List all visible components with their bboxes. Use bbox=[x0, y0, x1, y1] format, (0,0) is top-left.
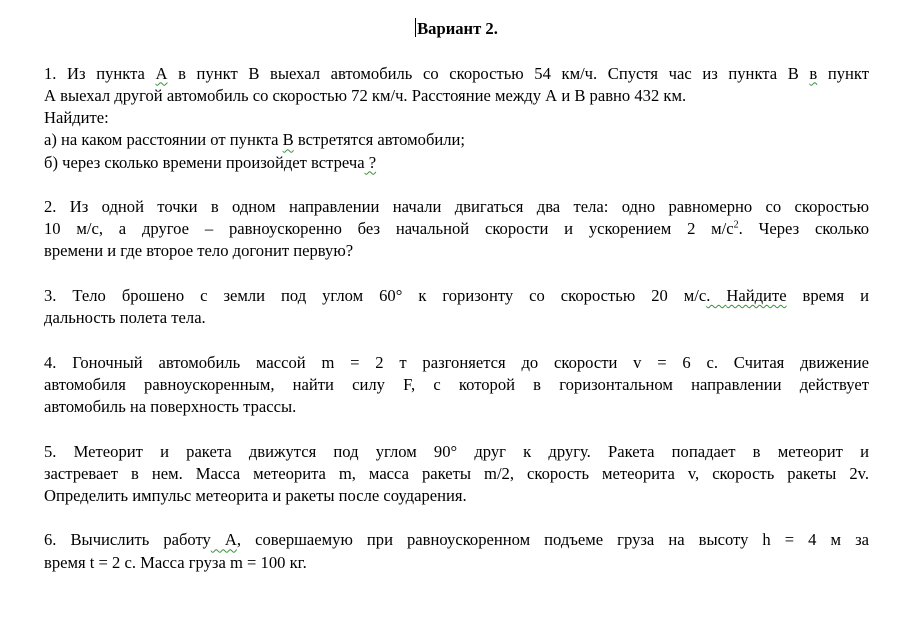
problem-1-line-1: 1. Из пункта А в пункт В выехал автомобиль со скоростью 54 км/ч. Спустя час из пункта В в пункт bbox=[44, 63, 869, 83]
spellcheck-mark: А bbox=[155, 63, 168, 83]
problem-2-line-3: времени и где второе тело догонит первую? bbox=[44, 241, 354, 261]
problem-6-line-1: 6. Вычислить работу А, совершаемую при равноускоренном подъеме груза на высоту h = 4 м за bbox=[44, 530, 869, 550]
problem-5-line-2: застревает в нем. Масса метеорита m, масса ракеты m/2, скорость метеорита v, скорость ракеты 2v. bbox=[44, 463, 869, 483]
spellcheck-mark: в bbox=[809, 63, 818, 83]
problem-4-line-1: 4. Гоночный автомобиль массой m = 2 т разгоняется до скорости v = 6 с. Считая движение bbox=[44, 352, 869, 372]
problem-1-line-3: Найдите: bbox=[44, 108, 109, 128]
problem-2-line-2: 10 м/с, а другое – равноускоренно без начальной скорости и ускорением 2 $м/с^2$. Через сколько bbox=[44, 219, 869, 239]
problem-4 bbox=[44, 352, 869, 419]
document-page bbox=[44, 18, 869, 596]
problem-2 bbox=[44, 196, 869, 263]
spellcheck-mark: В bbox=[282, 130, 294, 150]
spellcheck-mark: А bbox=[210, 530, 237, 550]
text-cursor bbox=[415, 18, 416, 37]
problem-5-line-1: 5. Метеорит и ракета движутся под углом 90° друг к другу. Ракета попадает в метеорит и bbox=[44, 441, 869, 461]
problem-5-line-3: Определить импульс метеорита и ракеты после соударения. bbox=[44, 485, 467, 505]
problem-1-line-2: А выехал другой автомобиль со скоростью 72 км/ч. Расстояние между А и В равно 432 км. bbox=[44, 85, 687, 105]
spellcheck-mark: ? bbox=[364, 152, 377, 172]
problem-5 bbox=[44, 441, 869, 508]
problem-4-line-3: автомобиль на поверхность трассы. bbox=[44, 397, 297, 417]
superscript: 2 bbox=[733, 219, 739, 231]
problem-2-line-1: 2. Из одной точки в одном направлении начали двигаться два тела: одно равномерно со скоростью bbox=[44, 197, 869, 216]
problem-3 bbox=[44, 285, 869, 329]
spellcheck-mark: . bbox=[706, 285, 727, 305]
problem-1-line-5: б) через сколько времени произойдет встреча ? bbox=[44, 152, 377, 172]
problem-3-line-2: дальность полета тела. bbox=[44, 308, 206, 328]
problem-6 bbox=[44, 529, 869, 573]
spellcheck-mark: Найдите bbox=[726, 285, 787, 305]
problem-1-line-4: а) на каком расстоянии от пункта В встретятся автомобили; bbox=[44, 130, 466, 150]
problem-6-line-2: время t = 2 с. Масса груза m = 100 кг. bbox=[44, 552, 307, 572]
problem-4-line-2: автомобиля равноускоренным, найти силу F, с которой в горизонтальном направлении действует bbox=[44, 374, 869, 394]
document-title: Вариант 2. bbox=[417, 19, 498, 38]
problem-3-line-1: 3. Тело брошено с земли под углом 60° к горизонту со скоростью 20 м/с. Найдите время и bbox=[44, 285, 870, 305]
problem-1 bbox=[44, 63, 869, 174]
